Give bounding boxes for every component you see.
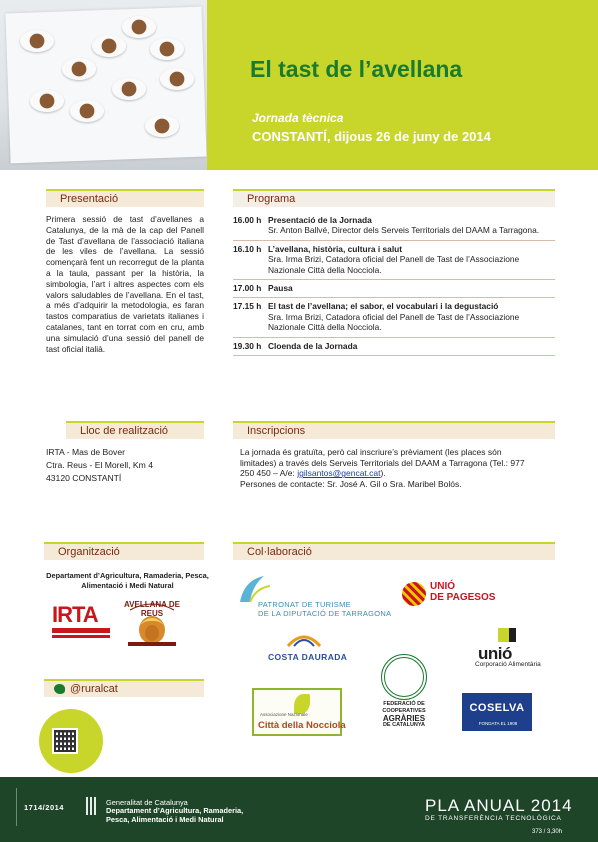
twitter-handle: @ruralcat (70, 683, 118, 695)
citta-nocciola-logo (252, 688, 346, 736)
unio-corporacio-icon (498, 628, 516, 642)
footer-divider (16, 788, 17, 826)
program-time: 17.00 h (233, 283, 262, 294)
fcac-logo (370, 701, 438, 729)
program-detail: Sr. Anton Ballvé, Director dels Serveis Territorials del DAAM a Tarragona. (268, 225, 540, 236)
hazelnut-cup (160, 68, 194, 90)
program-title: Cloenda de la Jornada (268, 340, 358, 351)
irta-logo (52, 604, 112, 644)
event-date: CONSTANTÍ, dijous 26 de juny de 2014 (252, 129, 491, 144)
fcac-line: AGRÀRIES (382, 714, 426, 723)
venue-line: IRTA - Mas de Bover (46, 447, 125, 457)
organizer-department: Departament d’Agricultura, Ramaderia, Pesca, Alimentació i Medi Natural (46, 571, 209, 590)
pla-anual-logo: PLA ANUAL 2014 (425, 796, 573, 815)
presentacio-text: Primera sessió de tast d’avellanes a Catalunya, de la mà de la cap del Panell de Tast d’avellana de l’associació italiana de les viles de l’avellana. La sessió començarà fent un recorregut de la planta a la taula, passant per la història, la simbologia, l’art i altres aspectes com els valors saludables de l’avellana. En el tast, a més d’adquirir la metodologia, es faran tastos comparatius de varietats italianes i catalanes, tant en torrat com en cru, amb una simulació d’una sessió del panell de tast oficial italià. (46, 214, 204, 354)
fcac-line: FEDERACIÓ DE (383, 701, 425, 707)
irta-bar (52, 635, 110, 638)
citta-wordmark: Città della Nocciola (258, 720, 346, 731)
generalitat-crest-icon (86, 797, 98, 815)
program-item (233, 241, 555, 280)
program-title: L’avellana, història, cultura i salut (268, 243, 403, 254)
twitter-icon (54, 684, 65, 694)
program-time: 16.00 h (233, 215, 262, 225)
patronat-subtitle: DE LA DIPUTACIÓ DE TARRAGONA (258, 609, 392, 618)
venue-line: Ctra. Reus - El Morell, Km 4 (46, 460, 153, 471)
unio-corporacio-logo: unió (478, 644, 512, 663)
department-name-cont: Pesca, Alimentació i Medi Natural (106, 814, 224, 824)
hazelnut-cup (122, 16, 156, 38)
coselva-logo: COSELVA (462, 693, 532, 731)
activity-code: 373 / 3,30h (532, 829, 563, 835)
program-time: 16.10 h (233, 243, 262, 254)
header-band (207, 0, 598, 170)
registration-email-link[interactable]: jgilsantos@gencat.cat (297, 468, 381, 479)
hazelnut-cup (92, 35, 126, 57)
qr-code[interactable] (52, 728, 78, 754)
patronat-turisme-logo (258, 600, 391, 618)
fcac-ring-icon (381, 654, 427, 700)
registration-text (240, 447, 540, 489)
unio-pagesos-logo (430, 581, 495, 603)
hazelnut-cup (30, 90, 64, 112)
twitter-handle-link[interactable] (44, 679, 204, 697)
costa-daurada-logo: COSTA DAURADA (268, 652, 348, 662)
tricentenary-logo: 1714/2014 (24, 803, 64, 812)
venue-address (46, 446, 153, 486)
pla-anual-subtitle: DE TRANSFERÈNCIA TECNOLÒGICA (425, 815, 562, 822)
program-item (233, 212, 555, 241)
program-time: 17.15 h (233, 301, 262, 312)
program-title: El tast de l’avellana; el sabor, el vocabulari i la degustació (268, 301, 499, 312)
department-name: Departament d’Agricultura, Ramaderia, (106, 806, 244, 816)
program-item (233, 298, 555, 337)
program-title: Presentació de la Jornada (268, 215, 372, 225)
section-collaboracio: Col·laboració (233, 542, 555, 560)
avellana-reus-logo (124, 598, 180, 648)
hazelnut-cup (62, 58, 96, 80)
contact-persons: Persones de contacte: Sr. José A. Gil o Sra. Maribel Bolós. (240, 478, 462, 489)
unio-line2: DE PAGESOS (430, 592, 496, 603)
unio-line1: UNIÓ (430, 581, 455, 592)
program-title: Pausa (268, 283, 293, 294)
header (0, 0, 598, 170)
unio-corporacio-subtitle: Corporació Alimentària (475, 661, 541, 668)
coselva-subtitle: FONDATA EL 1908 (478, 721, 518, 726)
event-type: Jornada tècnica (252, 111, 344, 125)
costa-daurada-icon (284, 628, 324, 650)
section-organitzacio: Organització (44, 542, 204, 560)
registration-info-end: ). (380, 468, 386, 479)
section-presentacio: Presentació (46, 189, 204, 207)
generalitat-logo (106, 799, 243, 824)
fcac-line: DE CATALUNYA (382, 722, 426, 728)
hazelnut-cup (145, 115, 179, 137)
qr-pattern (54, 730, 76, 752)
program-list (233, 212, 555, 356)
hazelnut-tasting-photo (0, 0, 207, 170)
reus-wordmark: AVELLANA DE REUS (124, 600, 180, 618)
section-programa: Programa (233, 189, 555, 207)
registration-info: La jornada és gratuïta, però cal inscriure’s prèviament (les places són limitades) a través dels Serveis Territorials del DAAM a Tarragona (Tel.: 977 250 450 – A/e: (240, 447, 525, 479)
irta-bar (52, 628, 110, 633)
citta-small: Associazione Nazionale (260, 712, 308, 717)
section-lloc: Lloc de realització (66, 421, 204, 439)
unio-pagesos-icon (402, 582, 426, 606)
program-item (233, 280, 555, 298)
irta-wordmark: IRTA (52, 602, 98, 627)
hazelnut-cup (70, 100, 104, 122)
program-detail: Sra. Irma Brizi, Catadora oficial del Panell de Tast de l’Associazione Nazionale Città della Nocciola. (268, 254, 520, 275)
program-item (233, 338, 555, 356)
section-inscripcions: Inscripcions (233, 421, 555, 439)
leaf-icon (294, 694, 310, 714)
patronat-title: PATRONAT DE TURISME (258, 600, 351, 609)
generalitat-name: Generalitat de Catalunya (106, 798, 188, 807)
program-time: 19.30 h (233, 340, 262, 351)
hazelnut-cup (112, 78, 146, 100)
program-detail: Sra. Irma Brizi, Catadora oficial del Panell de Tast de l’Associazione Nazionale Città della Nocciola. (268, 311, 520, 333)
fcac-line: COOPERATIVES (382, 708, 426, 714)
page-title: El tast de l’avellana (250, 56, 463, 82)
hazelnut-cup (20, 30, 54, 52)
hazelnut-cup (150, 38, 184, 60)
venue-line: 43120 CONSTANTÍ (46, 473, 122, 484)
